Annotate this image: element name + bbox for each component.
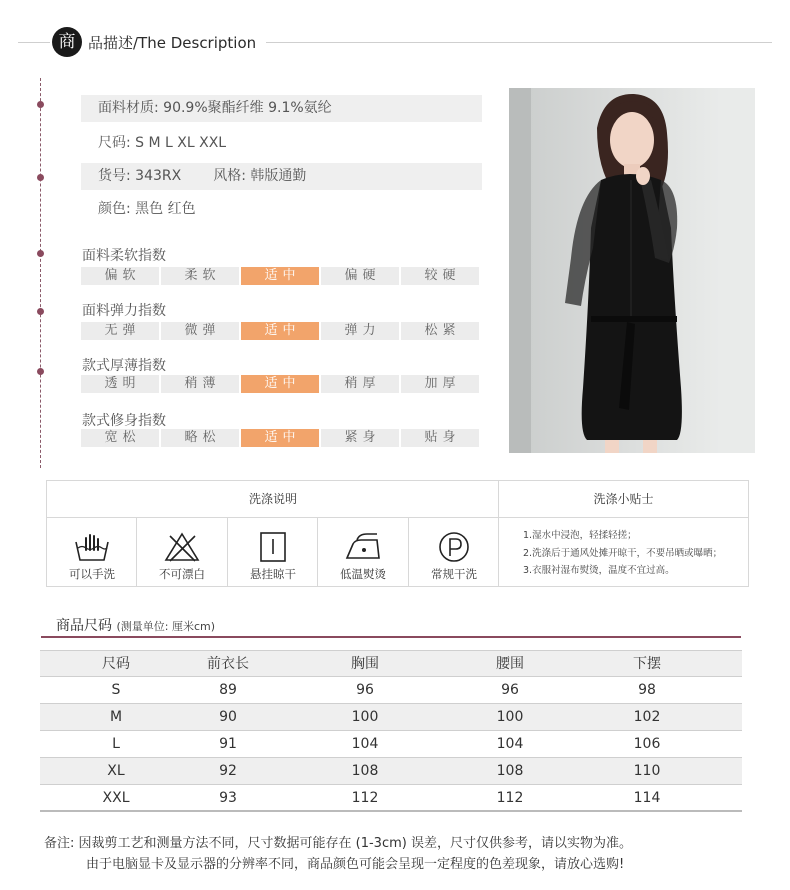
table-cell: 112: [496, 790, 524, 806]
hang-dry-icon: [253, 530, 293, 564]
table-row: [40, 785, 742, 812]
scale-cell: 透明: [81, 375, 159, 393]
scale-cell: 松紧: [401, 322, 479, 340]
wash-tip: 3.衣服衬湿布熨烫，温度不宜过高。: [523, 565, 675, 576]
color-row: [81, 196, 482, 223]
index-label-thickness: 款式厚薄指数: [82, 358, 166, 374]
scale-cell: 稍厚: [321, 375, 399, 393]
table-cell: 100: [351, 709, 379, 725]
style-text: 风格: 韩版通勤: [213, 168, 307, 184]
table-cell: 112: [351, 790, 379, 806]
wash-item-no-bleach: [137, 518, 227, 586]
table-row: [40, 731, 742, 758]
table-cell: 96: [356, 682, 374, 698]
wash-tip: 2.洗涤后于通风处摊开晾干，不要吊晒或曝晒；: [523, 547, 723, 559]
wash-label: 可以手洗: [69, 567, 115, 581]
timeline-dot: [37, 174, 44, 181]
wash-label: 不可漂白: [159, 567, 205, 581]
scale-cell: 稍薄: [161, 375, 239, 393]
scale-cell: 紧身: [321, 429, 399, 447]
table-header-cell: 下摆: [633, 656, 661, 672]
wash-tips-title: 洗涤小贴士: [593, 492, 654, 506]
scale-thickness: [81, 375, 482, 393]
table-cell: 114: [633, 790, 661, 806]
size-table-title: [56, 615, 215, 635]
table-cell: M: [109, 709, 123, 725]
scale-cell: 偏硬: [321, 267, 399, 285]
table-row: [40, 677, 742, 704]
table-header-row: [40, 650, 742, 677]
timeline-line: [40, 78, 41, 468]
wash-item-hang-dry: [228, 518, 318, 586]
wash-care-panel: [46, 480, 749, 587]
note-line-1: 备注: 因裁剪工艺和测量方法不同，尺寸数据可能存在 (1-3cm) 误差，尺寸仅供参考，请以实物为准。: [44, 836, 632, 851]
scale-cell: 加厚: [401, 375, 479, 393]
table-cell: 108: [496, 763, 524, 779]
header-badge: 商: [52, 27, 82, 57]
wash-tip: 1.湿水中浸泡，轻揉轻搓；: [523, 530, 637, 541]
item-style-row: [81, 163, 482, 190]
scale-cell: 偏软: [81, 267, 159, 285]
scale-cell-selected: 适中: [241, 429, 319, 447]
table-cell: 90: [219, 709, 237, 725]
scale-cell: 贴身: [401, 429, 479, 447]
table-cell: S: [111, 682, 121, 698]
scale-cell-selected: 适中: [241, 267, 319, 285]
fabric-row: [81, 95, 482, 122]
scale-cell: 微弹: [161, 322, 239, 340]
index-label-softness: 面料柔软指数: [82, 248, 166, 264]
timeline-dot: [37, 101, 44, 108]
table-cell: 104: [496, 736, 524, 752]
timeline-dot: [37, 368, 44, 375]
wash-label: 悬挂晾干: [250, 567, 296, 581]
wash-label: 常规干洗: [431, 567, 477, 581]
table-cell: 89: [219, 682, 237, 698]
wash-item-dry-clean: [409, 518, 499, 586]
table-cell: 98: [638, 682, 656, 698]
size-list-text: 尺码: S M L XL XXL: [98, 135, 227, 151]
size-table: [40, 650, 742, 812]
table-cell: 108: [351, 763, 379, 779]
size-list-row: [81, 130, 482, 157]
no-bleach-icon: [162, 530, 202, 564]
table-cell: 92: [219, 763, 237, 779]
table-cell: 91: [219, 736, 237, 752]
timeline-dot: [37, 308, 44, 315]
table-cell: XL: [107, 763, 125, 779]
scale-cell: 宽松: [81, 429, 159, 447]
table-row: [40, 704, 742, 731]
scale-cell: 弹力: [321, 322, 399, 340]
table-cell: XXL: [102, 790, 130, 806]
timeline-dot: [37, 250, 44, 257]
table-row: [40, 758, 742, 785]
table-header-cell: 尺码: [102, 656, 130, 672]
fabric-text: 面料材质: 90.9%聚酯纤维 9.1%氨纶: [98, 100, 332, 116]
scale-cell: 略松: [161, 429, 239, 447]
wash-item-low-iron: [318, 518, 408, 586]
note-line-2: 由于电脑显卡及显示器的分辨率不同，商品颜色可能会呈现一定程度的色差现象，请放心选购!: [86, 857, 625, 872]
header-line-right: [266, 42, 772, 43]
scale-cell: 无弹: [81, 322, 159, 340]
table-header-cell: 胸围: [351, 656, 379, 672]
product-photo: [509, 88, 755, 453]
index-label-fit: 款式修身指数: [82, 413, 166, 429]
color-text: 颜色: 黑色 红色: [98, 201, 196, 217]
wash-tips-list: [523, 527, 722, 580]
table-header-cell: 前衣长: [207, 656, 249, 672]
wash-instructions-title: 洗涤说明: [248, 492, 297, 506]
scale-cell: 较硬: [401, 267, 479, 285]
header-line-left: [18, 42, 50, 43]
scale-softness: [81, 267, 482, 285]
hand-wash-icon: [72, 530, 112, 564]
table-cell: 96: [501, 682, 519, 698]
low-iron-icon: [343, 530, 383, 564]
scale-cell: 柔软: [161, 267, 239, 285]
scale-elasticity: [81, 322, 482, 340]
index-label-elasticity: 面料弹力指数: [82, 303, 166, 319]
table-cell: 104: [351, 736, 379, 752]
size-table-heading: 商品尺码: [56, 618, 112, 634]
table-cell: 106: [633, 736, 661, 752]
table-cell: L: [112, 736, 120, 752]
table-cell: 93: [219, 790, 237, 806]
table-cell: 100: [496, 709, 524, 725]
table-cell: 102: [633, 709, 661, 725]
wash-item-hand-wash: [47, 518, 137, 586]
table-cell: 110: [633, 763, 661, 779]
table-header-cell: 腰围: [496, 656, 524, 672]
dry-clean-icon: [434, 530, 474, 564]
scale-cell-selected: 适中: [241, 322, 319, 340]
size-table-accent-bar: [41, 636, 741, 638]
scale-fit: [81, 429, 482, 447]
wash-label: 低温熨烫: [340, 567, 386, 581]
size-table-unit: (测量单位: 厘米cm): [116, 620, 216, 633]
section-title: 品描述/The Description: [88, 34, 257, 52]
scale-cell-selected: 适中: [241, 375, 319, 393]
item-number-text: 货号: 343RX: [98, 168, 182, 184]
